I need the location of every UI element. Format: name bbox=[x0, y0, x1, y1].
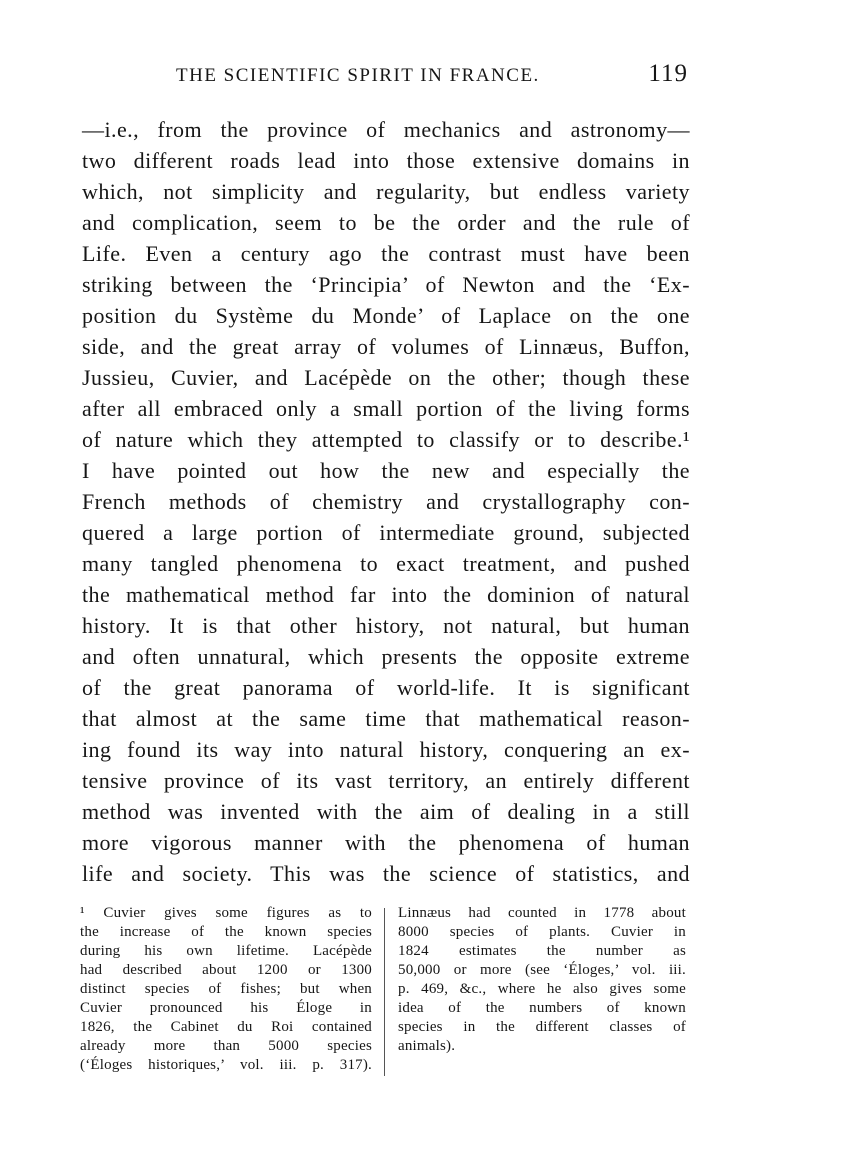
footnote-line: p. 469, &c., where he also gives some bbox=[398, 981, 686, 997]
body-line: striking between the ‘Principia’ of Newton and the ‘Ex- bbox=[82, 272, 690, 297]
body-line: Life. Even a century ago the contrast must have been bbox=[82, 241, 690, 266]
body-line: history. It is that other history, not natural, but human bbox=[82, 613, 690, 638]
footnote-column-divider bbox=[384, 908, 385, 1076]
footnote-line: already more than 5000 species bbox=[80, 1038, 372, 1054]
running-head bbox=[176, 60, 688, 90]
footnote-line: idea of the numbers of known bbox=[398, 1000, 686, 1016]
footnote-line: species in the different classes of bbox=[398, 1019, 686, 1035]
body-text bbox=[82, 114, 690, 889]
footnote-left-column bbox=[80, 904, 372, 1075]
body-line: which, not simplicity and regularity, but endless variety bbox=[82, 179, 690, 204]
body-line: and often unnatural, which presents the opposite extreme bbox=[82, 644, 690, 669]
body-line: that almost at the same time that mathematical reason- bbox=[82, 706, 690, 731]
footnote-line: 50,000 or more (see ‘Éloges,’ vol. iii. bbox=[398, 962, 686, 978]
body-line: of nature which they attempted to classify or to describe.¹ bbox=[82, 427, 690, 452]
footnote-line: animals). bbox=[398, 1038, 456, 1054]
body-line: quered a large portion of intermediate ground, subjected bbox=[82, 520, 690, 545]
page-number: 119 bbox=[648, 60, 688, 87]
body-line: French methods of chemistry and crystallography con- bbox=[82, 489, 690, 514]
body-line: the mathematical method far into the dominion of natural bbox=[82, 582, 690, 607]
footnote-line: Cuvier pronounced his Éloge in bbox=[80, 1000, 372, 1016]
footnote-line: had described about 1200 or 1300 bbox=[80, 962, 372, 978]
footnote-line: the increase of the known species bbox=[80, 924, 372, 940]
footnote-line: Linnæus had counted in 1778 about bbox=[398, 905, 686, 921]
body-line: method was invented with the aim of dealing in a still bbox=[82, 799, 690, 824]
footnote-line: during his own lifetime. Lacépède bbox=[80, 943, 372, 959]
body-line: more vigorous manner with the phenomena of human bbox=[82, 830, 690, 855]
body-line: and complication, seem to be the order and the rule of bbox=[82, 210, 690, 235]
body-line: after all embraced only a small portion of the living forms bbox=[82, 396, 690, 421]
body-line: side, and the great array of volumes of Linnæus, Buffon, bbox=[82, 334, 690, 359]
running-title: THE SCIENTIFIC SPIRIT IN FRANCE. bbox=[176, 65, 540, 86]
body-line: I have pointed out how the new and especially the bbox=[82, 458, 690, 483]
footnote-line: ¹ Cuvier gives some figures as to bbox=[80, 905, 372, 921]
footnote bbox=[74, 904, 690, 1084]
body-line: Jussieu, Cuvier, and Lacépède on the other; though these bbox=[82, 365, 690, 390]
footnote-line: 1826, the Cabinet du Roi contained bbox=[80, 1019, 372, 1035]
body-line: two different roads lead into those extensive domains in bbox=[82, 148, 690, 173]
body-line: life and society. This was the science of statistics, and bbox=[82, 861, 690, 886]
footnote-line: (‘Éloges historiques,’ vol. iii. p. 317). bbox=[80, 1057, 372, 1073]
body-line: tensive province of its vast territory, an entirely different bbox=[82, 768, 690, 793]
footnote-line: distinct species of fishes; but when bbox=[80, 981, 372, 997]
footnote-line: 1824 estimates the number as bbox=[398, 943, 686, 959]
footnote-line: 8000 species of plants. Cuvier in bbox=[398, 924, 686, 940]
body-line: position du Système du Monde’ of Laplace on the one bbox=[82, 303, 690, 328]
body-line: —i.e., from the province of mechanics and astronomy— bbox=[82, 117, 690, 142]
body-line: ing found its way into natural history, conquering an ex- bbox=[82, 737, 690, 762]
body-line: of the great panorama of world-life. It is significant bbox=[82, 675, 690, 700]
body-line: many tangled phenomena to exact treatment, and pushed bbox=[82, 551, 690, 576]
footnote-right-column bbox=[398, 904, 686, 1056]
